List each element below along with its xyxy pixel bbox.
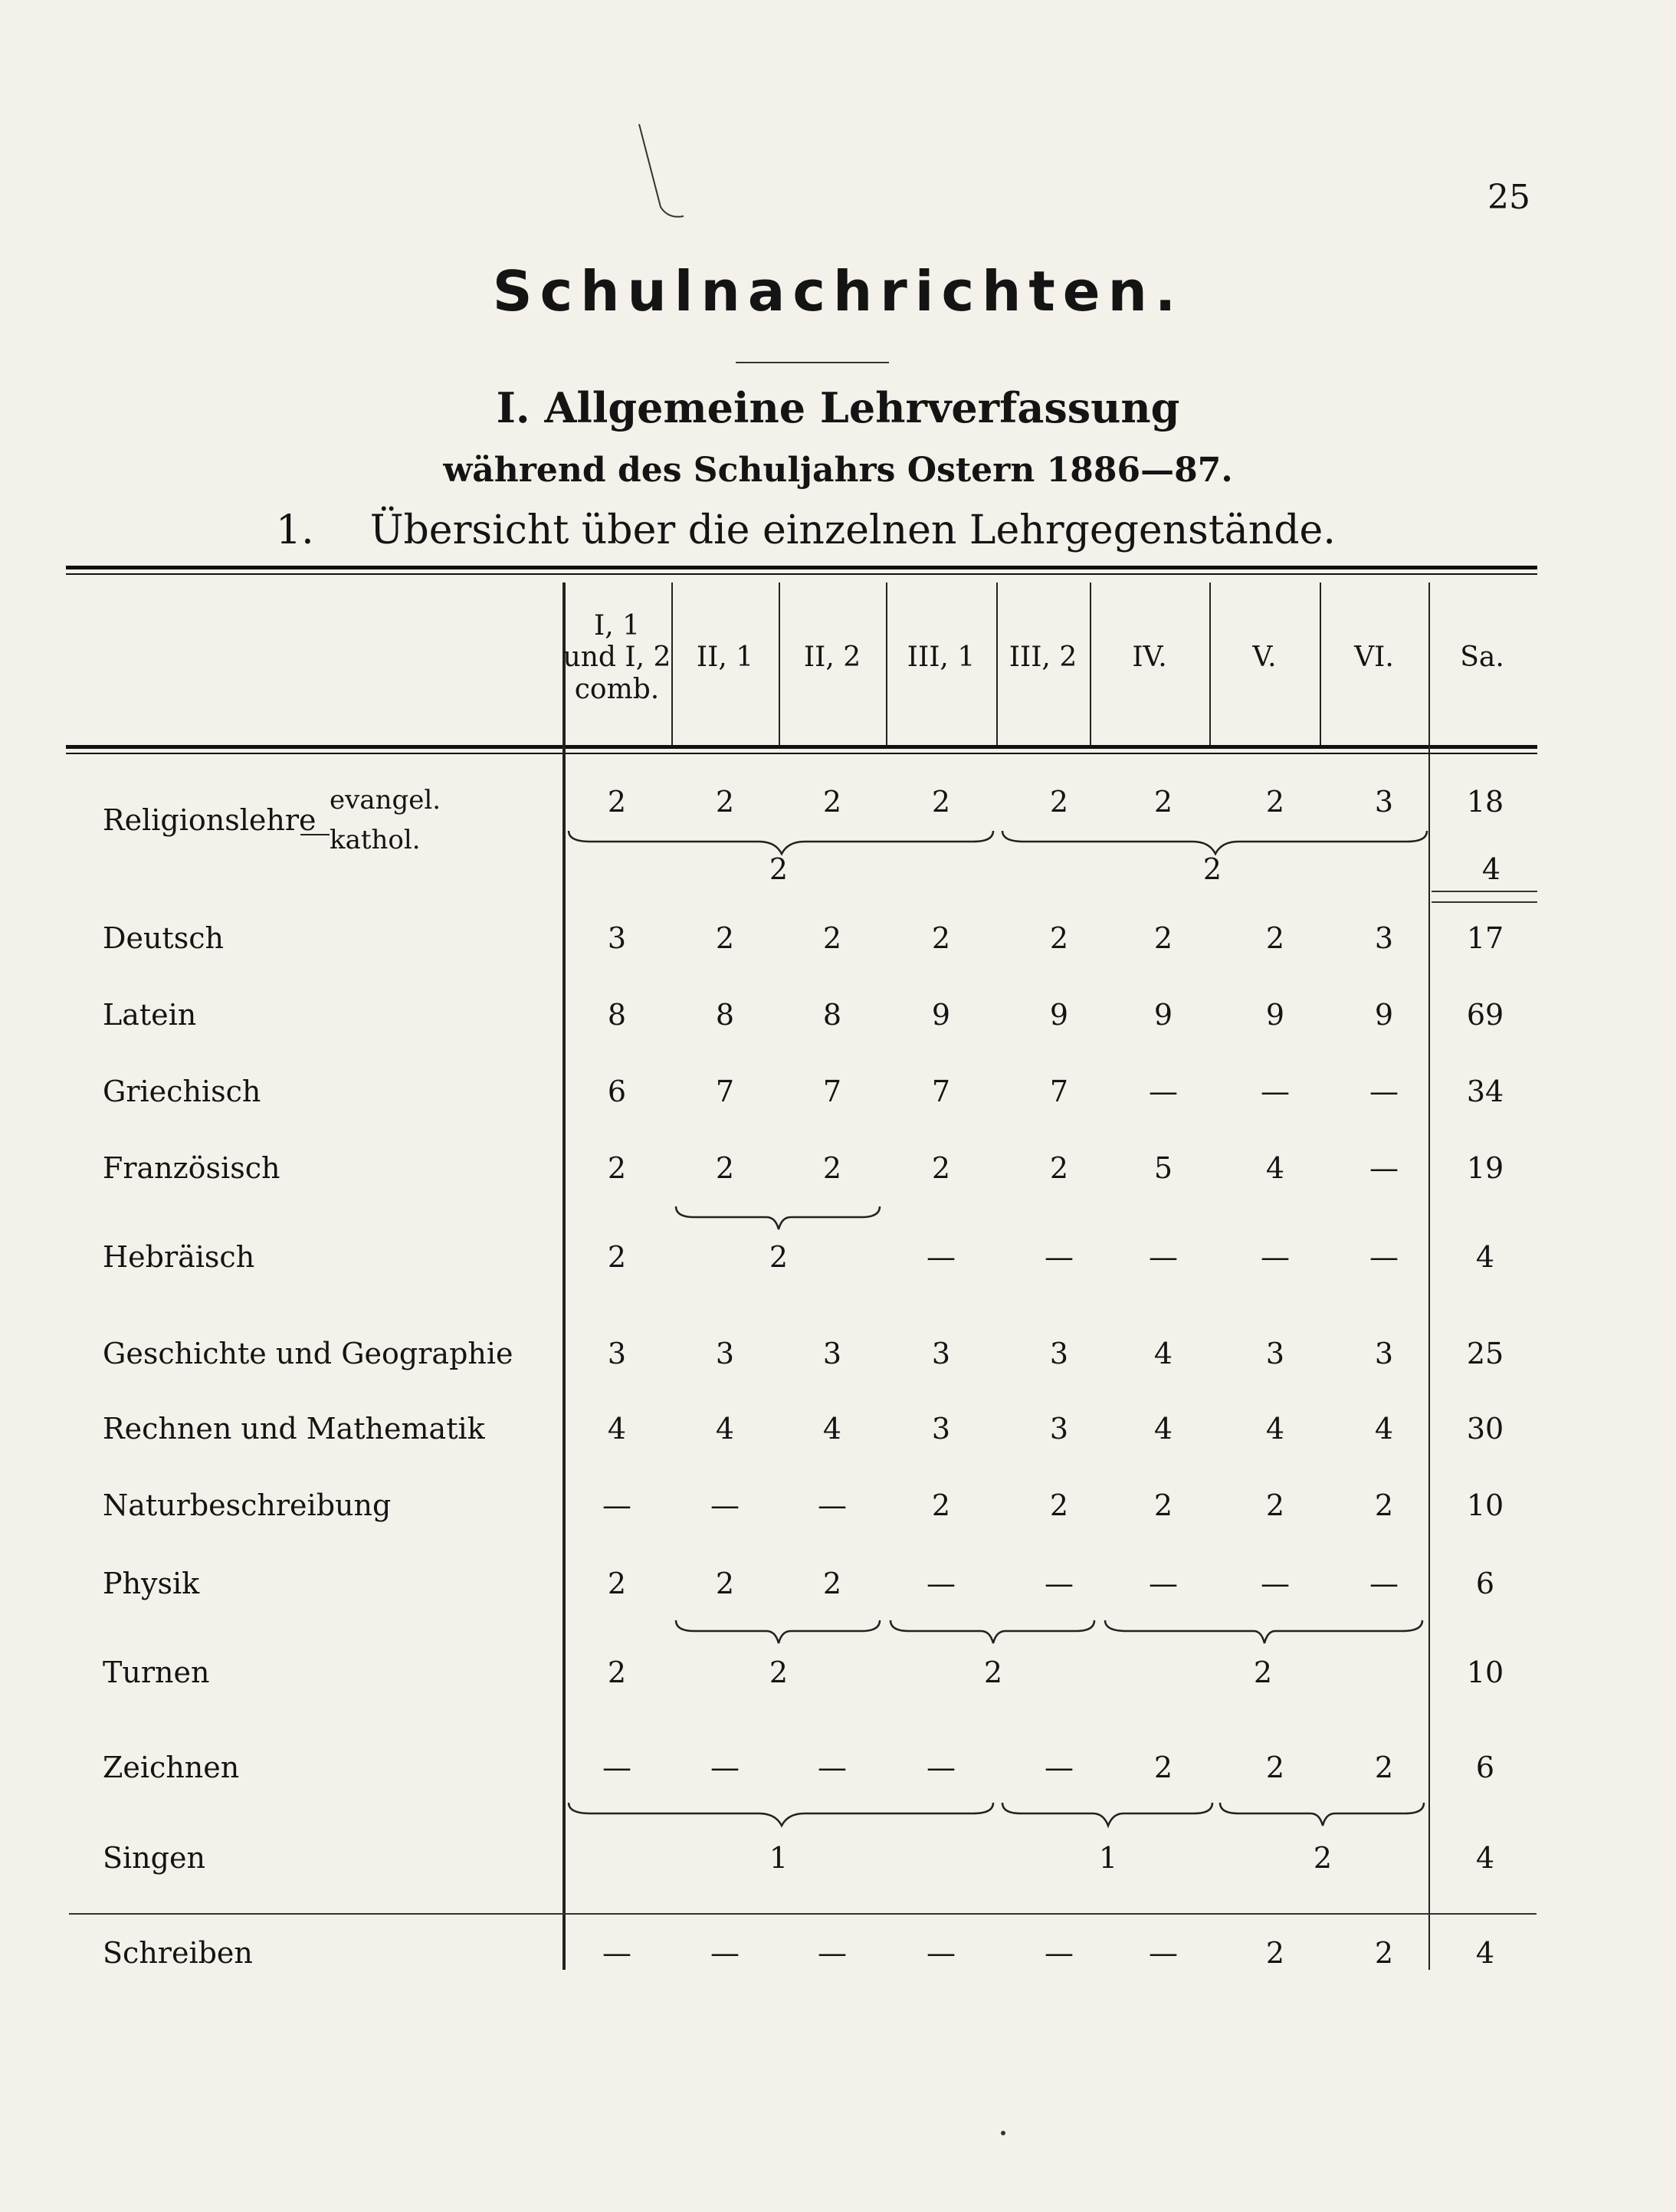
- row-total-cell: 19: [1466, 1151, 1504, 1185]
- table-cell: —: [1045, 1751, 1074, 1784]
- table-cell: 2: [1374, 1488, 1394, 1522]
- table-cell: 9: [1153, 998, 1173, 1032]
- table-cell: 2: [1153, 1488, 1173, 1522]
- singen-brace-3: [1218, 1800, 1425, 1830]
- table-cell: —: [710, 1488, 740, 1522]
- table-cell: 8: [822, 998, 842, 1032]
- table-cell: 7: [1049, 1075, 1069, 1108]
- table-cell: —: [1369, 1567, 1399, 1600]
- table-cell: 4: [1153, 1412, 1173, 1446]
- table-cell: 4: [1374, 1412, 1394, 1446]
- table-cell: 3: [607, 921, 627, 955]
- column-header-vi: VI.: [1354, 642, 1394, 674]
- row-total-cell: 6: [1475, 1751, 1495, 1784]
- table-cell: 2: [1153, 1751, 1173, 1784]
- column-header-iii2: III, 2: [1009, 642, 1077, 674]
- table-cell: —: [1149, 1240, 1178, 1274]
- table-cell: —: [710, 1936, 740, 1970]
- table-cell: —: [602, 1488, 631, 1522]
- row-label-evangel: evangel.: [330, 785, 441, 816]
- religion-evangel-cell: 2: [822, 785, 842, 819]
- table-cell: 2: [1265, 1751, 1285, 1784]
- table-cell: —: [927, 1751, 956, 1784]
- religion-evangel-cell: 2: [715, 785, 735, 819]
- table-cell: 9: [1265, 998, 1285, 1032]
- subtitle: während des Schuljahrs Ostern 1886—87.: [443, 451, 1233, 490]
- table-cell: —: [602, 1936, 631, 1970]
- table-cell: —: [818, 1488, 847, 1522]
- turnen-brace-2: [889, 1617, 1096, 1648]
- religion-evangel-cell: 2: [1049, 785, 1069, 819]
- table-cell: 4: [1153, 1337, 1173, 1370]
- table-cell: —: [1149, 1567, 1178, 1600]
- table-cell: —: [927, 1567, 956, 1600]
- row-label-turnen: Turnen: [103, 1656, 210, 1689]
- table-cell: —: [1045, 1936, 1074, 1970]
- religion-evangel-cell: 3: [1374, 785, 1394, 819]
- row-separator: [1432, 891, 1537, 892]
- religion-evangel-cell: 2: [1265, 785, 1285, 819]
- row-total-cell: 17: [1466, 921, 1504, 955]
- table-cell: 1: [1098, 1841, 1118, 1875]
- row-separator: [69, 1913, 1537, 1915]
- table-cell: 1: [769, 1841, 789, 1875]
- header-bottom-rule: [66, 745, 1537, 749]
- table-cell: 2: [715, 1567, 735, 1600]
- table-cell: 9: [1049, 998, 1069, 1032]
- row-label-deutsch: Deutsch: [103, 921, 224, 955]
- table-cell: 2: [931, 1488, 951, 1522]
- religion-kathol-upper: 2: [769, 852, 789, 886]
- table-cell: 4: [1265, 1151, 1285, 1185]
- column-header-v: V.: [1252, 642, 1277, 674]
- table-cell: 3: [1049, 1337, 1069, 1370]
- table-cell: —: [927, 1936, 956, 1970]
- table-cell: —: [1369, 1075, 1399, 1108]
- table-cell: 3: [1374, 1337, 1394, 1370]
- table-cell: 3: [1374, 921, 1394, 955]
- table-cell: 3: [1049, 1412, 1069, 1446]
- table-cell: 9: [1374, 998, 1394, 1032]
- table-top-rule: [66, 566, 1537, 569]
- turnen-brace-3: [1104, 1617, 1425, 1648]
- table-cell: —: [1261, 1567, 1290, 1600]
- table-cell: 3: [931, 1412, 951, 1446]
- table-cell: 2: [1049, 921, 1069, 955]
- table-cell: 4: [607, 1412, 627, 1446]
- column-header-ii1: II, 1: [696, 642, 754, 674]
- table-cell: 2: [1313, 1841, 1333, 1875]
- table-cell: 8: [607, 998, 627, 1032]
- table-cell: 3: [822, 1337, 842, 1370]
- row-label-mathematik: Rechnen und Mathematik: [103, 1412, 485, 1446]
- row-total-cell: 25: [1466, 1337, 1504, 1370]
- singen-brace-1: [567, 1800, 996, 1830]
- subsection-heading: Übersicht über die einzelnen Lehrgegenstände.: [369, 507, 1336, 553]
- table-cell: 2: [769, 1240, 789, 1274]
- print-speck: [1001, 2131, 1005, 2135]
- section-title: I. Allgemeine Lehrverfassung: [496, 383, 1180, 432]
- row-label-zeichnen: Zeichnen: [103, 1751, 240, 1784]
- table-cell: 2: [1374, 1936, 1394, 1970]
- row-label-latein: Latein: [103, 998, 197, 1032]
- header-bottom-rule-thin: [66, 753, 1537, 754]
- table-cell: —: [1369, 1240, 1399, 1274]
- subsection-number: 1.: [276, 507, 314, 553]
- table-cell: 4: [822, 1412, 842, 1446]
- table-cell: 5: [1153, 1151, 1173, 1185]
- table-cell: 2: [822, 1151, 842, 1185]
- table-cell: 2: [607, 1567, 627, 1600]
- table-cell: 7: [931, 1075, 951, 1108]
- row-total-cell: 10: [1466, 1488, 1504, 1522]
- religion-connector: [300, 834, 330, 835]
- row-total-cell: 34: [1466, 1075, 1504, 1108]
- column-header-iv: IV.: [1132, 642, 1167, 674]
- row-total-cell: 69: [1466, 998, 1504, 1032]
- table-cell: 2: [607, 1151, 627, 1185]
- row-label-schreiben: Schreiben: [103, 1936, 253, 1970]
- row-label-kathol: kathol.: [330, 825, 421, 855]
- singen-brace-2: [1001, 1800, 1215, 1830]
- table-cell: 2: [769, 1656, 789, 1689]
- table-cell: 2: [715, 921, 735, 955]
- table-cell: —: [1149, 1936, 1178, 1970]
- table-cell: 3: [715, 1337, 735, 1370]
- religion-kathol-lower: 2: [1202, 852, 1222, 886]
- religion-evangel-cell: 2: [1153, 785, 1173, 819]
- table-cell: —: [602, 1751, 631, 1784]
- table-cell: 7: [822, 1075, 842, 1108]
- row-label-geschichte: Geschichte und Geographie: [103, 1337, 513, 1370]
- table-cell: 2: [607, 1656, 627, 1689]
- table-cell: —: [710, 1751, 740, 1784]
- table-cell: 2: [983, 1656, 1003, 1689]
- row-label-griechisch: Griechisch: [103, 1075, 261, 1108]
- table-cell: —: [1045, 1567, 1074, 1600]
- title-rule: [736, 362, 889, 363]
- row-total-cell: 10: [1466, 1656, 1504, 1689]
- table-cell: 3: [931, 1337, 951, 1370]
- row-label-hebraeisch: Hebräisch: [103, 1240, 255, 1274]
- row-label-naturbeschreibung: Naturbeschreibung: [103, 1488, 392, 1522]
- table-cell: 8: [715, 998, 735, 1032]
- column-header-i: I, 1 und I, 2 comb.: [562, 609, 671, 705]
- table-cell: 2: [715, 1151, 735, 1185]
- row-total-cell: 4: [1475, 1841, 1495, 1875]
- table-cell: 2: [822, 921, 842, 955]
- column-header-sum: Sa.: [1460, 642, 1504, 674]
- table-cell: 2: [1374, 1751, 1394, 1784]
- religion-evangel-total: 18: [1466, 785, 1504, 819]
- table-cell: —: [927, 1240, 956, 1274]
- table-cell: —: [1149, 1075, 1178, 1108]
- row-label-religion: Religionslehre: [103, 803, 317, 837]
- table-cell: 2: [1265, 1488, 1285, 1522]
- table-cell: 9: [931, 998, 951, 1032]
- table-cell: 4: [715, 1412, 735, 1446]
- table-cell: 3: [607, 1337, 627, 1370]
- row-separator: [1432, 901, 1537, 903]
- table-cell: —: [1261, 1240, 1290, 1274]
- table-cell: —: [1261, 1075, 1290, 1108]
- table-cell: 2: [1153, 921, 1173, 955]
- table-cell: 2: [822, 1567, 842, 1600]
- main-title: Schulnachrichten.: [492, 259, 1184, 323]
- religion-kathol-total: 4: [1481, 852, 1501, 886]
- table-top-rule-thin: [66, 573, 1537, 575]
- table-cell: —: [1045, 1240, 1074, 1274]
- table-cell: —: [818, 1936, 847, 1970]
- religion-evangel-cell: 2: [607, 785, 627, 819]
- row-label-singen: Singen: [103, 1841, 205, 1875]
- row-label-franzoesisch: Französisch: [103, 1151, 280, 1185]
- table-cell: 2: [931, 1151, 951, 1185]
- row-total-cell: 6: [1475, 1567, 1495, 1600]
- table-cell: 4: [1265, 1412, 1285, 1446]
- column-header-iii1: III, 1: [907, 642, 976, 674]
- table-cell: —: [818, 1751, 847, 1784]
- row-total-cell: 4: [1475, 1240, 1495, 1274]
- column-header-ii2: II, 2: [803, 642, 861, 674]
- hebraeisch-brace: [674, 1203, 881, 1234]
- table-cell: 2: [1253, 1656, 1273, 1689]
- table-cell: 2: [931, 921, 951, 955]
- religion-evangel-cell: 2: [931, 785, 951, 819]
- subsection-title: [276, 507, 1336, 553]
- table-cell: —: [1369, 1151, 1399, 1185]
- table-cell: 7: [715, 1075, 735, 1108]
- row-total-cell: 4: [1475, 1936, 1495, 1970]
- page-number: 25: [1487, 178, 1530, 217]
- table-cell: 2: [1049, 1151, 1069, 1185]
- row-label-physik: Physik: [103, 1567, 200, 1600]
- table-cell: 2: [607, 1240, 627, 1274]
- row-total-cell: 30: [1466, 1412, 1504, 1446]
- pencil-mark: [638, 123, 699, 225]
- table-cell: 2: [1265, 921, 1285, 955]
- table-cell: 2: [1265, 1936, 1285, 1970]
- table-cell: 6: [607, 1075, 627, 1108]
- table-cell: 2: [1049, 1488, 1069, 1522]
- turnen-brace-1: [674, 1617, 881, 1648]
- table-cell: 3: [1265, 1337, 1285, 1370]
